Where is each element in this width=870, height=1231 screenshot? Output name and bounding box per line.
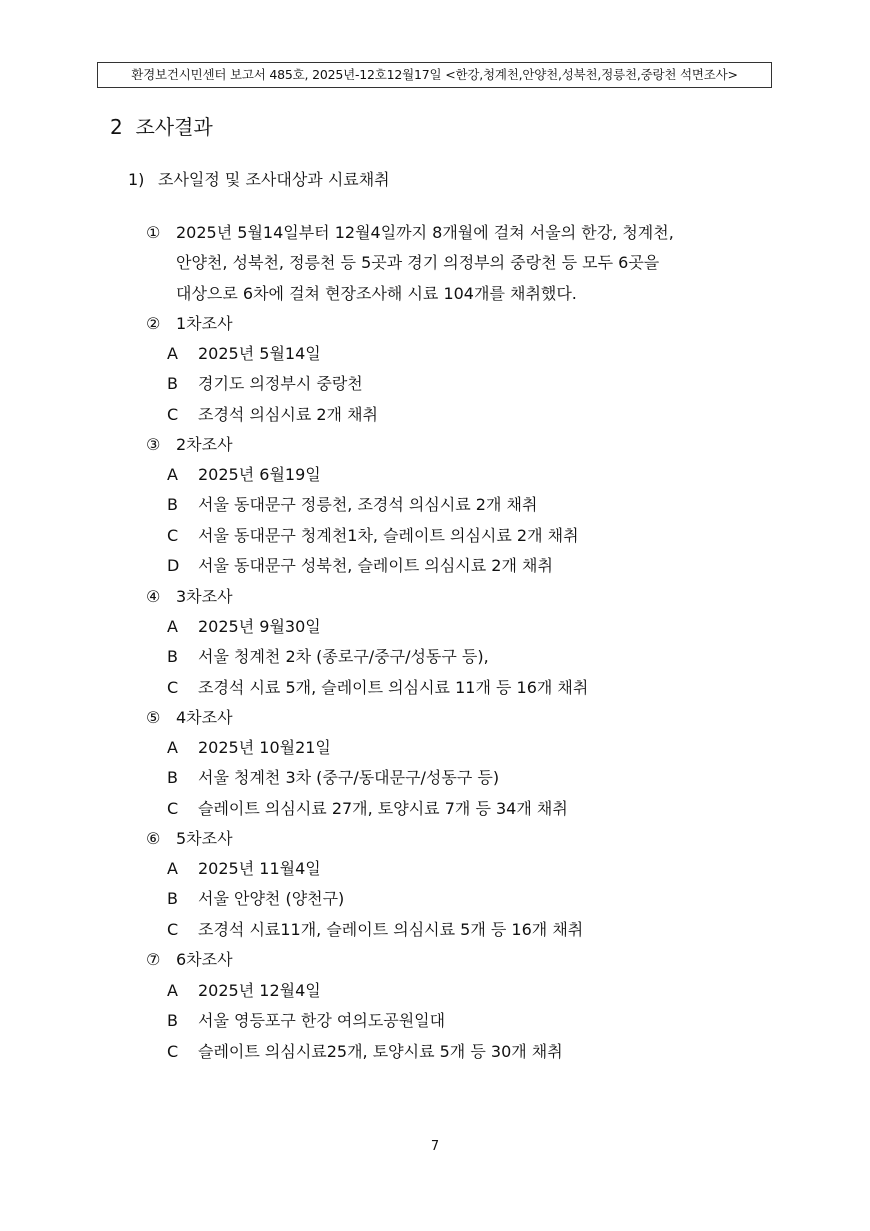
survey-details xyxy=(167,976,563,1067)
row-letter: D xyxy=(167,555,180,575)
row-text: 서울 동대문구 청계천1차, 슬레이트 의심시료 2개 채취 xyxy=(198,525,579,545)
detail-row xyxy=(167,612,588,642)
row-letter: B xyxy=(167,647,178,667)
row-letter: B xyxy=(167,1011,178,1031)
row-text: 2025년 12월4일 xyxy=(198,981,321,1000)
row-letter: C xyxy=(167,404,179,424)
row-letter: A xyxy=(167,859,178,878)
detail-row xyxy=(167,854,583,884)
row-letter: C xyxy=(167,1041,179,1061)
row-text: 2025년 5월14일 xyxy=(198,344,321,363)
detail-row xyxy=(167,915,583,945)
item-mark: ② xyxy=(146,314,161,333)
detail-row xyxy=(167,673,588,703)
row-letter: C xyxy=(167,919,179,939)
survey-heading xyxy=(146,309,233,339)
survey-heading xyxy=(146,824,233,854)
detail-row xyxy=(167,551,579,581)
row-letter: A xyxy=(167,344,178,363)
row-letter: C xyxy=(167,677,179,697)
row-text: 조경석 의심시료 2개 채취 xyxy=(198,404,378,424)
row-text: 2025년 11월4일 xyxy=(198,859,321,878)
survey-title: 6차조사 xyxy=(176,950,233,969)
survey-title: 3차조사 xyxy=(176,587,233,606)
section-title-text: 조사결과 xyxy=(135,115,213,139)
row-letter: A xyxy=(167,981,178,1000)
row-letter: A xyxy=(167,617,178,636)
row-letter: B xyxy=(167,374,178,394)
survey-heading xyxy=(146,945,233,975)
survey-title: 5차조사 xyxy=(176,829,233,848)
page-number: 7 xyxy=(430,1139,440,1154)
summary-line: 2025년 5월14일부터 12월4일까지 8개월에 걸쳐 서울의 한강, 청계천, xyxy=(176,223,674,242)
row-letter: B xyxy=(167,768,178,788)
detail-row xyxy=(167,884,583,914)
section-title xyxy=(110,113,213,141)
detail-row xyxy=(167,794,568,824)
item-mark: ⑦ xyxy=(146,950,161,969)
detail-row xyxy=(167,460,579,490)
summary-line: 대상으로 6차에 걸쳐 현장조사해 시료 104개를 채취했다. xyxy=(176,283,577,303)
row-text: 서울 안양천 (양천구) xyxy=(198,889,345,909)
row-text: 2025년 6월19일 xyxy=(198,465,321,484)
item-mark: ① xyxy=(146,223,161,242)
row-text: 조경석 시료 5개, 슬레이트 의심시료 11개 등 16개 채취 xyxy=(198,677,589,697)
row-letter: A xyxy=(167,738,178,757)
detail-row xyxy=(167,490,579,520)
row-letter: C xyxy=(167,525,179,545)
detail-row xyxy=(167,1037,563,1067)
detail-row xyxy=(167,763,568,793)
subsection-title xyxy=(128,168,390,192)
detail-row xyxy=(167,733,568,763)
row-text: 슬레이트 의심시료 27개, 토양시료 7개 등 34개 채취 xyxy=(198,798,568,818)
survey-details xyxy=(167,612,588,703)
survey-title: 4차조사 xyxy=(176,708,233,727)
row-text: 서울 동대문구 성북천, 슬레이트 의심시료 2개 채취 xyxy=(198,555,553,575)
detail-row xyxy=(167,339,378,369)
item-mark: ⑥ xyxy=(146,829,161,848)
row-text: 서울 동대문구 정릉천, 조경석 의심시료 2개 채취 xyxy=(198,495,538,515)
row-letter: B xyxy=(167,495,178,515)
summary-line: 안양천, 성북천, 정릉천 등 5곳과 경기 의정부의 중랑천 등 모두 6곳을 xyxy=(176,253,660,273)
survey-details xyxy=(167,733,568,824)
item-mark: ③ xyxy=(146,435,161,454)
survey-details xyxy=(167,339,378,430)
survey-heading xyxy=(146,582,233,612)
detail-row xyxy=(167,976,563,1006)
detail-row xyxy=(167,369,378,399)
survey-heading xyxy=(146,430,233,460)
row-text: 조경석 시료11개, 슬레이트 의심시료 5개 등 16개 채취 xyxy=(198,919,584,939)
row-text: 슬레이트 의심시료25개, 토양시료 5개 등 30개 채취 xyxy=(198,1041,563,1061)
report-header: 환경보건시민센터 보고서 485호, 2025년-12호12월17일 <한강,청계천,안양천,성북천,정릉천,중랑천 석면조사> xyxy=(97,62,772,88)
detail-row xyxy=(167,400,378,430)
row-letter: C xyxy=(167,798,179,818)
survey-heading xyxy=(146,703,233,733)
survey-details xyxy=(167,854,583,945)
section-number: 2 xyxy=(110,115,123,139)
row-text: 경기도 의정부시 중랑천 xyxy=(198,374,363,394)
row-text: 2025년 10월21일 xyxy=(198,738,331,757)
row-text: 서울 청계천 2차 (종로구/중구/성동구 등), xyxy=(198,647,489,667)
survey-title: 1차조사 xyxy=(176,314,233,333)
row-letter: B xyxy=(167,889,178,909)
row-text: 2025년 9월30일 xyxy=(198,617,321,636)
row-text: 서울 영등포구 한강 여의도공원일대 xyxy=(198,1011,446,1031)
item-mark: ⑤ xyxy=(146,708,161,727)
detail-row xyxy=(167,642,588,672)
survey-details xyxy=(167,460,579,581)
detail-row xyxy=(167,1006,563,1036)
row-letter: A xyxy=(167,465,178,484)
subsection-number: 1) xyxy=(128,170,145,189)
row-text: 서울 청계천 3차 (중구/동대문구/성동구 등) xyxy=(198,768,500,788)
subsection-title-text: 조사일정 및 조사대상과 시료채취 xyxy=(158,170,390,189)
detail-row xyxy=(167,521,579,551)
summary-item xyxy=(146,218,674,309)
survey-title: 2차조사 xyxy=(176,435,233,454)
item-mark: ④ xyxy=(146,587,161,606)
